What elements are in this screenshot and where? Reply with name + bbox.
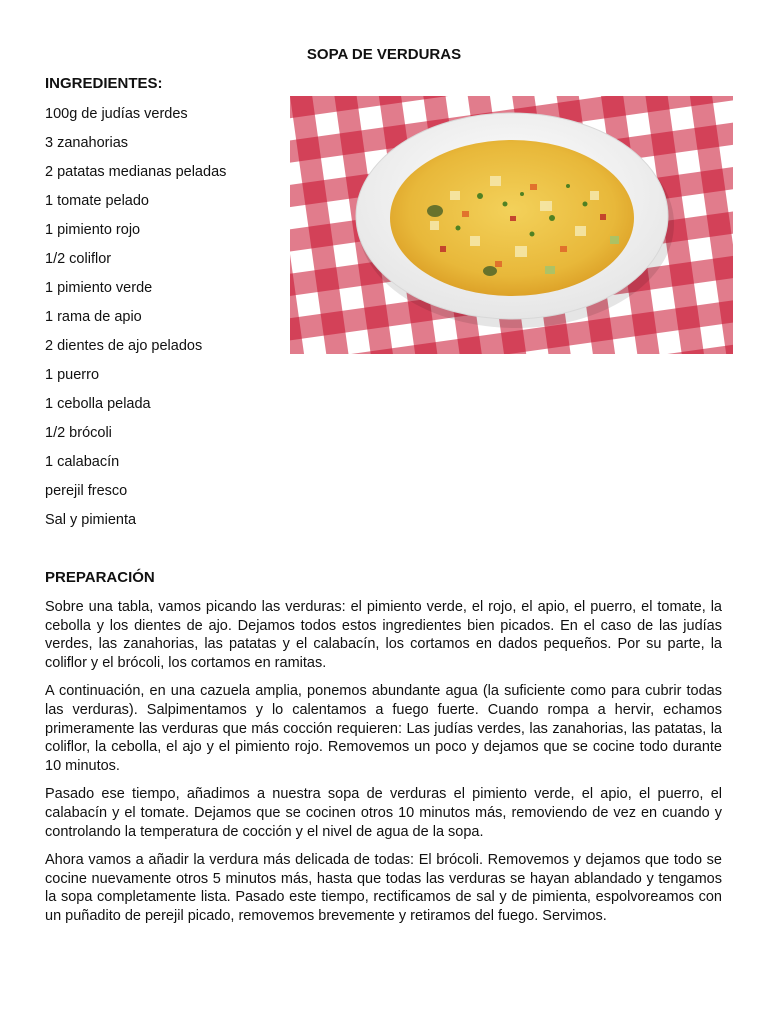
- ingredient-item: 1/2 brócoli: [45, 425, 112, 441]
- ingredient-item: 3 zanahorias: [45, 135, 129, 151]
- ingredient-item: 1 rama de apio: [45, 309, 142, 325]
- ingredient-item: 1 pimiento verde: [45, 280, 153, 296]
- ingredient-item: 1 pimiento rojo: [45, 222, 141, 238]
- soup-photo: [290, 96, 733, 354]
- ingredient-item: perejil fresco: [45, 483, 128, 499]
- ingredient-item: 100g de judías verdes: [45, 106, 188, 122]
- preparation-text: [45, 598, 722, 936]
- ingredient-item: 1 tomate pelado: [45, 193, 149, 209]
- ingredient-item: 1 cebolla pelada: [45, 396, 151, 412]
- preparation-heading: PREPARACIÓN: [45, 569, 155, 586]
- ingredient-item: 1 calabacín: [45, 454, 120, 470]
- ingredient-item: Sal y pimienta: [45, 512, 137, 528]
- ingredients-list: [45, 104, 226, 539]
- ingredients-heading: INGREDIENTES:: [45, 75, 163, 92]
- preparation-paragraph: Sobre una tabla, vamos picando las verduras: el pimiento verde, el rojo, el apio, el puerro, el tomate, la cebolla y los dientes de ajo. Dejamos todos estos ingredientes bien picados. En el caso de las judías verdes, las zanahorias, las patatas y el calabacín, los cortamos en dados pequeños. Por su parte, la coliflor y el brócoli, los cortamos en ramitas.: [45, 599, 722, 671]
- ingredient-item: 1/2 coliflor: [45, 251, 112, 267]
- preparation-paragraph: A continuación, en una cazuela amplia, ponemos abundante agua (la suficiente como para cubrir todas las verduras). Salpimentamos y lo calentamos a fuego fuerte. Cuando rompa a hervir, echamos primeramente las verduras que más cocción requieren: Las judías verdes, las zanahorias, las patatas, la coliflor, la cebolla, el ajo y el pimiento rojo. Removemos un poco y dejamos que se cocine todo durante 10 minutos.: [45, 683, 722, 774]
- preparation-paragraph: Ahora vamos a añadir la verdura más delicada de todas: El brócoli. Removemos y dejamos que todo se cocine nuevamente otros 5 minutos más, hasta que todas las verduras se hayan ablandado y tengamos la sopa completamente lista. Pasado este tiempo, rectificamos de sal y de pimienta, espolvoreamos con un puñadito de perejil picado, removemos brevemente y retiramos del fuego. Servimos.: [45, 852, 722, 924]
- ingredient-item: 2 dientes de ajo pelados: [45, 338, 203, 354]
- document-title: SOPA DE VERDURAS: [306, 46, 462, 63]
- ingredient-item: 1 puerro: [45, 367, 100, 383]
- preparation-paragraph: Pasado ese tiempo, añadimos a nuestra sopa de verduras el pimiento verde, el apio, el puerro, el calabacín y el tomate. Dejamos que se cocinen otros 10 minutos más, removiendo de vez en cuando y controlando la temperatura de cocción y el nivel de agua de la sopa.: [45, 786, 722, 840]
- ingredient-item: 2 patatas medianas peladas: [45, 164, 227, 180]
